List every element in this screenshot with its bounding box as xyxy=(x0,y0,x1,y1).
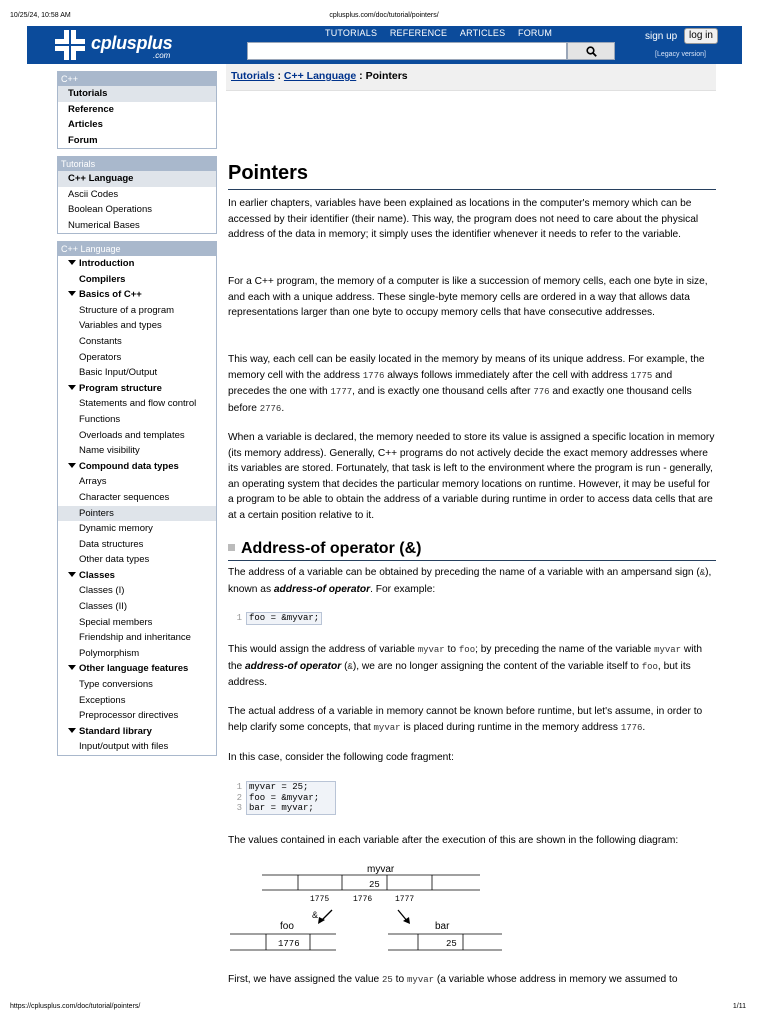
paragraph-first-assigned: First, we have assigned the value 25 to myvar (a variable whose address in memory we assumed to xyxy=(228,974,678,985)
line-number: 3 xyxy=(236,803,242,813)
sidebar-cpp-caption[interactable]: C++ xyxy=(58,72,216,86)
sidebar-item-label: Classes (I) xyxy=(79,585,125,597)
sidebar-item-label: Variables and types xyxy=(79,320,162,332)
sidebar-item-label: Classes (II) xyxy=(79,601,128,613)
diagram-myvar-label: myvar xyxy=(367,864,395,875)
sidebar-item-polymorphism[interactable] xyxy=(58,646,216,662)
sidebar-item-operators[interactable] xyxy=(58,350,216,366)
sidebar-item-label: Overloads and templates xyxy=(79,429,185,441)
code-line: myvar = 25; xyxy=(249,782,309,792)
sidebar-item-dynamic-memory[interactable] xyxy=(58,521,216,537)
print-footer-url: https://cplusplus.com/doc/tutorial/pointers/ xyxy=(10,1003,141,1010)
sidebar-item-functions[interactable] xyxy=(58,412,216,428)
sidebar-item-label: Standard library xyxy=(79,725,152,737)
sidebar-item-name-visibility[interactable] xyxy=(58,443,216,459)
sidebar-item-label: Classes xyxy=(79,569,115,581)
sidebar-item-label: Pointers xyxy=(79,507,114,519)
site-logo[interactable] xyxy=(55,29,205,61)
sidebar-item-label: Introduction xyxy=(79,258,135,269)
paragraph-cell-address: This way, each cell can be easily located in the memory by means of its unique address. For example, the memory cell with the address 1776 always follows immediately after the cell with address 1775 and precedes the one with 1777, and is exactly one thousand cells after 776 and exactly one thousand cells before 2776. xyxy=(228,354,705,414)
sidebar-item-label: Program structure xyxy=(79,382,162,394)
sidebar-item-label: Other language features xyxy=(79,663,189,675)
nav-reference[interactable]: REFERENCE xyxy=(389,28,448,38)
title-divider xyxy=(228,189,716,190)
breadcrumb-sep: : xyxy=(356,70,366,82)
paragraph-address-of: The address of a variable can be obtained by preceding the name of a variable with an ampersand sign (&), known as address-of operator. For example: xyxy=(228,567,712,595)
sidebar-item-label: Structure of a program xyxy=(79,304,175,316)
sidebar-item-label: Friendship and inheritance xyxy=(79,632,191,644)
paragraph-actual-address: The actual address of a variable in memory cannot be known before runtime, but let's assume, in order to help clarify some concepts, that myvar is placed during runtime in the memory address 1776. xyxy=(228,706,703,733)
diagram-bar-value: 25 xyxy=(446,939,457,949)
login-button[interactable]: log in xyxy=(684,28,718,44)
diagram-addr-1777: 1777 xyxy=(395,895,415,904)
breadcrumb-bar xyxy=(226,64,716,91)
sidebar-item-label: Basic Input/Output xyxy=(79,367,158,379)
sidebar-item-basics-of-c[interactable] xyxy=(58,287,216,303)
print-page-number: 1/11 xyxy=(732,1003,746,1010)
paragraph-consider-fragment: In this case, consider the following code fragment: xyxy=(228,752,454,763)
triangle-down-icon xyxy=(68,665,76,670)
search-input[interactable] xyxy=(247,42,567,60)
sidebar-item-numerical-bases[interactable]: Numerical Bases xyxy=(68,219,140,231)
sidebar-item-preprocessor-directives[interactable] xyxy=(58,708,216,724)
search-button[interactable] xyxy=(567,42,615,60)
triangle-down-icon xyxy=(68,728,76,733)
signup-link[interactable]: sign up xyxy=(645,31,678,42)
sidebar-cpp-box xyxy=(57,71,217,149)
breadcrumb xyxy=(231,70,408,82)
code-line[interactable]: foo = &myvar; xyxy=(246,612,322,625)
triangle-down-icon xyxy=(68,260,76,265)
line-number: 2 xyxy=(236,792,242,803)
print-datetime: 10/25/24, 10:58 AM xyxy=(10,12,71,19)
print-footer xyxy=(0,1003,768,1015)
nav-forum[interactable]: FORUM xyxy=(518,28,553,38)
sidebar-item-forum[interactable]: Forum xyxy=(68,134,98,146)
heading-bullet-icon xyxy=(228,544,235,551)
sidebar-item-ascii-codes[interactable]: Ascii Codes xyxy=(68,188,119,200)
sidebar-item-exceptions[interactable] xyxy=(58,693,216,709)
sidebar-item-pointers[interactable] xyxy=(58,506,216,522)
sidebar-item-structure-of-a-program[interactable] xyxy=(58,303,216,319)
sidebar-item-label: Type conversions xyxy=(79,679,153,691)
triangle-down-icon xyxy=(68,385,76,390)
sidebar-item-arrays[interactable] xyxy=(58,474,216,490)
sidebar-item-label: Data structures xyxy=(79,538,144,550)
breadcrumb-current: Pointers xyxy=(365,70,408,82)
diagram-ampersand: & xyxy=(312,910,319,920)
page-title: Pointers xyxy=(228,162,309,184)
sidebar-item-label: Constants xyxy=(79,335,122,347)
diagram-myvar-value: 25 xyxy=(369,880,380,890)
sidebar-language-caption[interactable]: C++ Language xyxy=(58,242,216,256)
paragraph-intro: In earlier chapters, variables have been explained as locations in the computer's memory which can be accessed by their identifier (their name). This way, the program does not need to care about the physical address of the data in memory; it simply uses the identifier whenever it needs to refer to the variable. xyxy=(228,198,699,240)
sidebar-item-classes[interactable] xyxy=(58,568,216,584)
print-header xyxy=(0,12,768,24)
diagram-addr-1775: 1775 xyxy=(310,895,330,904)
sidebar-item-type-conversions[interactable] xyxy=(58,677,216,693)
sidebar-language-tree xyxy=(58,256,216,755)
sidebar-item-introduction[interactable] xyxy=(58,256,216,272)
sidebar-item-classes-ii[interactable] xyxy=(58,599,216,615)
paragraph-memory-cells: For a C++ program, the memory of a computer is like a succession of memory cells, each one byte in size, and each with a unique address. These single-byte memory cells are ordered in a way that allows data representations larger than one byte to occupy memory cells that have consecutive addresses. xyxy=(228,276,708,318)
site-header xyxy=(27,26,742,64)
triangle-down-icon xyxy=(68,291,76,296)
breadcrumb-sep: : xyxy=(274,70,284,82)
sidebar-item-other-data-types[interactable] xyxy=(58,552,216,568)
paragraph-declared-variable: When a variable is declared, the memory needed to store its value is assigned a specific location in memory (its memory address). Generally, C++ programs do not actively decide the exact memory addresses where its variables are stored. Fortunately, that task is left to the environment where the program is run - generally, an operating system that decides the particular memory locations on runtime. However, it may be useful for a program to be able to obtain the address of a variable during runtime in order to access data cells that are at a certain position relative to it. xyxy=(228,432,715,521)
sidebar-item-basic-input-output[interactable] xyxy=(58,365,216,381)
logo-subtext: .com xyxy=(153,51,171,60)
sidebar-item-boolean-operations[interactable]: Boolean Operations xyxy=(68,204,152,215)
sidebar-item-cpp-language[interactable]: C++ Language xyxy=(58,171,216,187)
print-url: cplusplus.com/doc/tutorial/pointers/ xyxy=(329,12,439,19)
sidebar-item-label: Input/output with files xyxy=(79,741,169,753)
section-heading-text: Address-of operator (&) xyxy=(241,540,422,557)
sidebar-item-character-sequences[interactable] xyxy=(58,490,216,506)
sidebar-item-label: Name visibility xyxy=(79,445,140,457)
sidebar-language-box xyxy=(57,241,217,756)
sidebar-item-label: Character sequences xyxy=(79,491,170,503)
sidebar-item-label: Operators xyxy=(79,351,122,363)
paragraph-values-diagram: The values contained in each variable after the execution of this are shown in the following diagram: xyxy=(228,835,679,846)
sidebar-item-compilers[interactable] xyxy=(58,272,216,288)
sidebar-tutorials-box xyxy=(57,156,217,234)
sidebar-item-label: Dynamic memory xyxy=(79,523,153,535)
sidebar-item-constants[interactable] xyxy=(58,334,216,350)
triangle-down-icon xyxy=(68,572,76,577)
sidebar-item-program-structure[interactable] xyxy=(58,381,216,397)
sidebar-item-label: Polymorphism xyxy=(79,647,140,659)
line-number: 1 xyxy=(236,613,242,623)
line-number: 1 xyxy=(236,782,242,792)
sidebar-item-compound-data-types[interactable] xyxy=(58,459,216,475)
sidebar-item-reference[interactable]: Reference xyxy=(68,103,114,115)
diagram-foo-label: foo xyxy=(280,921,294,932)
sidebar-item-tutorials[interactable]: Tutorials xyxy=(58,86,216,102)
top-nav xyxy=(325,28,562,40)
sidebar-item-articles[interactable]: Articles xyxy=(68,119,103,130)
sidebar-item-special-members[interactable] xyxy=(58,615,216,631)
sidebar-item-standard-library[interactable] xyxy=(58,724,216,740)
sidebar-item-friendship-and-inheritance[interactable] xyxy=(58,630,216,646)
sidebar-item-label: Other data types xyxy=(79,554,150,566)
sidebar-tutorials-caption[interactable]: Tutorials xyxy=(58,157,216,171)
sidebar-item-classes-i[interactable] xyxy=(58,583,216,599)
breadcrumb-cpp-language[interactable]: C++ Language xyxy=(283,70,357,82)
sidebar-item-variables-and-types[interactable] xyxy=(58,318,216,334)
memory-diagram xyxy=(230,858,510,958)
paragraph-assign-address: This would assign the address of variable myvar to foo; by preceding the name of the variable myvar with the address-of operator (&), we are no longer assigning the content of the variable itself to foo, but its address. xyxy=(228,644,703,688)
sidebar-item-label: Special members xyxy=(79,616,153,628)
sidebar-item-label: Arrays xyxy=(79,476,107,488)
sidebar-item-data-structures[interactable] xyxy=(58,537,216,553)
triangle-down-icon xyxy=(68,463,76,468)
search-icon xyxy=(586,46,597,57)
nav-tutorials[interactable]: TUTORIALS xyxy=(325,28,378,38)
sidebar-item-overloads-and-templates[interactable] xyxy=(58,428,216,444)
sidebar-item-label: Compound data types xyxy=(79,460,179,472)
nav-articles[interactable]: ARTICLES xyxy=(459,28,506,38)
sidebar-item-label: Statements and flow control xyxy=(79,398,197,410)
sidebar-item-input-output-with-files[interactable] xyxy=(58,739,216,755)
sidebar-item-label: Exceptions xyxy=(79,694,126,706)
sidebar-item-label: Preprocessor directives xyxy=(79,710,179,722)
diagram-addr-1776: 1776 xyxy=(353,895,373,904)
cplusplus-logo-icon xyxy=(55,30,85,60)
diagram-bar-label: bar xyxy=(435,921,450,932)
section-heading-address-of xyxy=(228,540,421,558)
sidebar-item-label: Basics of C++ xyxy=(79,289,142,301)
diagram-foo-value: 1776 xyxy=(278,939,300,949)
code-line: bar = myvar; xyxy=(249,803,314,813)
sidebar-item-label: Compilers xyxy=(79,273,126,285)
breadcrumb-tutorials[interactable]: Tutorials xyxy=(231,70,275,82)
section-divider xyxy=(228,560,716,561)
logo-text: cplusplus xyxy=(91,33,173,53)
legacy-version-link[interactable]: [Legacy version] xyxy=(655,51,706,58)
sidebar-item-statements-and-flow-control[interactable] xyxy=(58,396,216,412)
sidebar-item-other-language-features[interactable] xyxy=(58,661,216,677)
code-line: foo = &myvar; xyxy=(249,792,320,803)
code-block[interactable] xyxy=(246,781,336,815)
sidebar-item-label: Functions xyxy=(79,413,121,425)
